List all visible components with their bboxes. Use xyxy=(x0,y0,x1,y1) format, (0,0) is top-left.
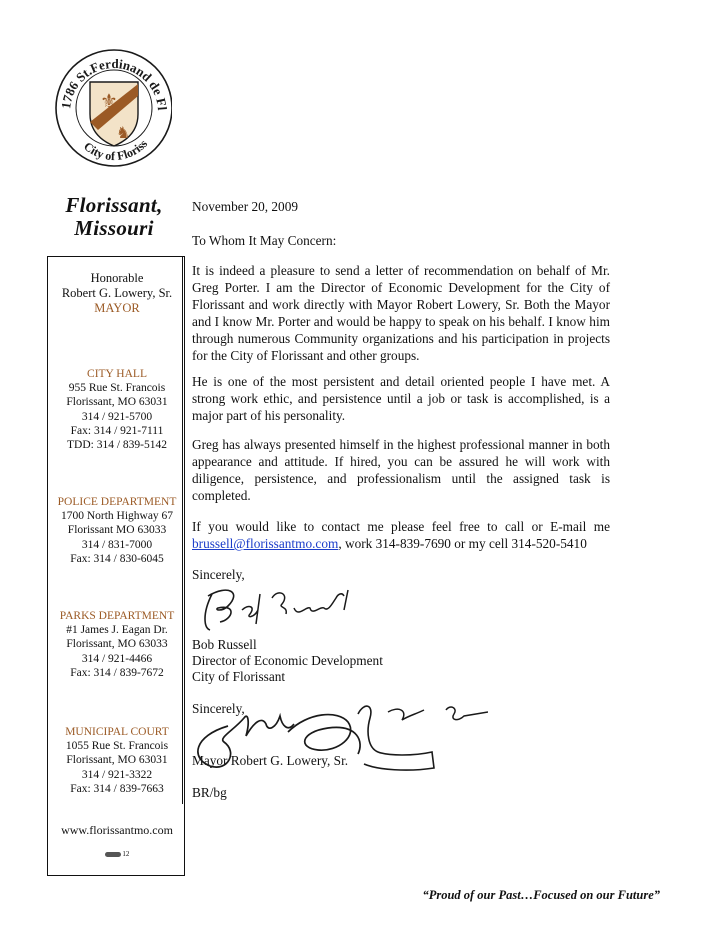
contact-text: If you would like to contact me please feel free to call or E-mail me xyxy=(192,519,610,534)
seal-ring-text: 1786 St.Ferdinand de Fl xyxy=(58,55,170,111)
signature-mayor-lowery xyxy=(188,692,488,776)
letter-paragraph-2: He is one of the most persistent and detail oriented people I have met. A strong work ethic, and persistence until a job or task is accomplished, is a major part of his personality. xyxy=(192,374,610,423)
print-mark xyxy=(48,847,186,861)
court-line: 314 / 921-3322 xyxy=(81,768,153,781)
mayor-block xyxy=(48,271,186,316)
city-seal-logo xyxy=(54,12,172,190)
letter-date: November 20, 2009 xyxy=(192,199,298,214)
parks-line: Fax: 314 / 839-7672 xyxy=(70,666,164,679)
city-hall-line: Florissant, MO 63031 xyxy=(66,396,168,409)
police-line: Fax: 314 / 830-6045 xyxy=(70,552,164,565)
parks-heading: PARKS DEPARTMENT xyxy=(59,610,175,622)
court-block xyxy=(48,725,186,796)
police-line: 314 / 831-7000 xyxy=(81,538,153,551)
city-name-line2: Missouri xyxy=(74,216,154,240)
city-name-heading xyxy=(48,194,180,240)
print-mark-number: 12 xyxy=(122,850,130,858)
printer-logo-icon xyxy=(105,852,121,857)
police-line: 1700 North Highway 67 xyxy=(60,510,174,523)
letter-salutation: To Whom It May Concern: xyxy=(192,233,337,248)
letter-paragraph-4 xyxy=(192,518,610,552)
court-line: 1055 Rue St. Francois xyxy=(65,740,169,753)
fleur-de-lis-icon: ⚜ xyxy=(100,89,118,113)
city-hall-block xyxy=(48,367,186,452)
court-line: Florissant, MO 63031 xyxy=(66,754,168,767)
lion-icon: ♞ xyxy=(116,123,131,142)
mayor-title: Honorable xyxy=(90,271,144,285)
parks-line: #1 James J. Eagan Dr. xyxy=(66,624,168,637)
signer1-org: City of Florissant xyxy=(192,669,286,684)
letter-paragraph-1: It is indeed a pleasure to send a letter of recommendation on behalf of Mr. Greg Porter. I am the Director of Economic Development for the City of Florissant and work directly with Mayor Robert Lowery, Sr. Both the Mayor and I know Mr. Porter and would be happy to speak on his behalf. I know him through numerous Community organizations and his participation in projects for the City of Florissant and other groups. xyxy=(192,263,610,363)
city-hall-line: 955 Rue St. Francois xyxy=(68,382,166,395)
contact-sidebar xyxy=(47,256,185,876)
city-hall-line: Fax: 314 / 921-7111 xyxy=(70,424,164,437)
mayor-name: Robert G. Lowery, Sr. xyxy=(61,286,173,300)
police-heading: POLICE DEPARTMENT xyxy=(57,496,177,508)
mayor-role: MAYOR xyxy=(94,301,140,315)
city-hall-line: TDD: 314 / 839-5142 xyxy=(67,439,167,452)
signature-bob-russell xyxy=(198,584,368,634)
signer2-name: Mayor Robert G. Lowery, Sr. xyxy=(192,753,349,768)
parks-line: Florissant, MO 63033 xyxy=(66,638,168,651)
seal-bottom-text: City of Floriss xyxy=(81,136,151,164)
signer1-title: Director of Economic Development xyxy=(192,653,383,668)
court-line: Fax: 314 / 839-7663 xyxy=(70,782,164,795)
closing-2: Sincerely, xyxy=(192,701,245,716)
typist-initials: BR/bg xyxy=(192,785,227,800)
signer1-name: Bob Russell xyxy=(192,637,257,652)
letter-divider xyxy=(182,256,183,804)
city-motto: “Proud of our Past…Focused on our Future” xyxy=(422,888,660,902)
parks-line: 314 / 921-4466 xyxy=(81,652,153,665)
email-link[interactable]: brussell@florissantmo.com xyxy=(192,536,339,551)
court-heading: MUNICIPAL COURT xyxy=(65,726,169,738)
police-block xyxy=(48,495,186,566)
city-hall-line: 314 / 921-5700 xyxy=(81,410,153,423)
website-link[interactable]: www.florissantmo.com xyxy=(61,823,173,837)
police-line: Florissant MO 63033 xyxy=(67,524,167,537)
closing-1: Sincerely, xyxy=(192,567,245,582)
city-name-line1: Florissant, xyxy=(65,193,163,217)
city-hall-heading: CITY HALL xyxy=(87,368,147,380)
parks-block xyxy=(48,609,186,680)
contact-phone-text: , work 314-839-7690 or my cell 314-520-5410 xyxy=(338,536,587,551)
letter-paragraph-3: Greg has always presented himself in the highest professional manner in both appearance and attitude. If hired, you can be assured he will work with diligence, persistence, and professionalism until the assigned task is completed. xyxy=(192,437,610,503)
